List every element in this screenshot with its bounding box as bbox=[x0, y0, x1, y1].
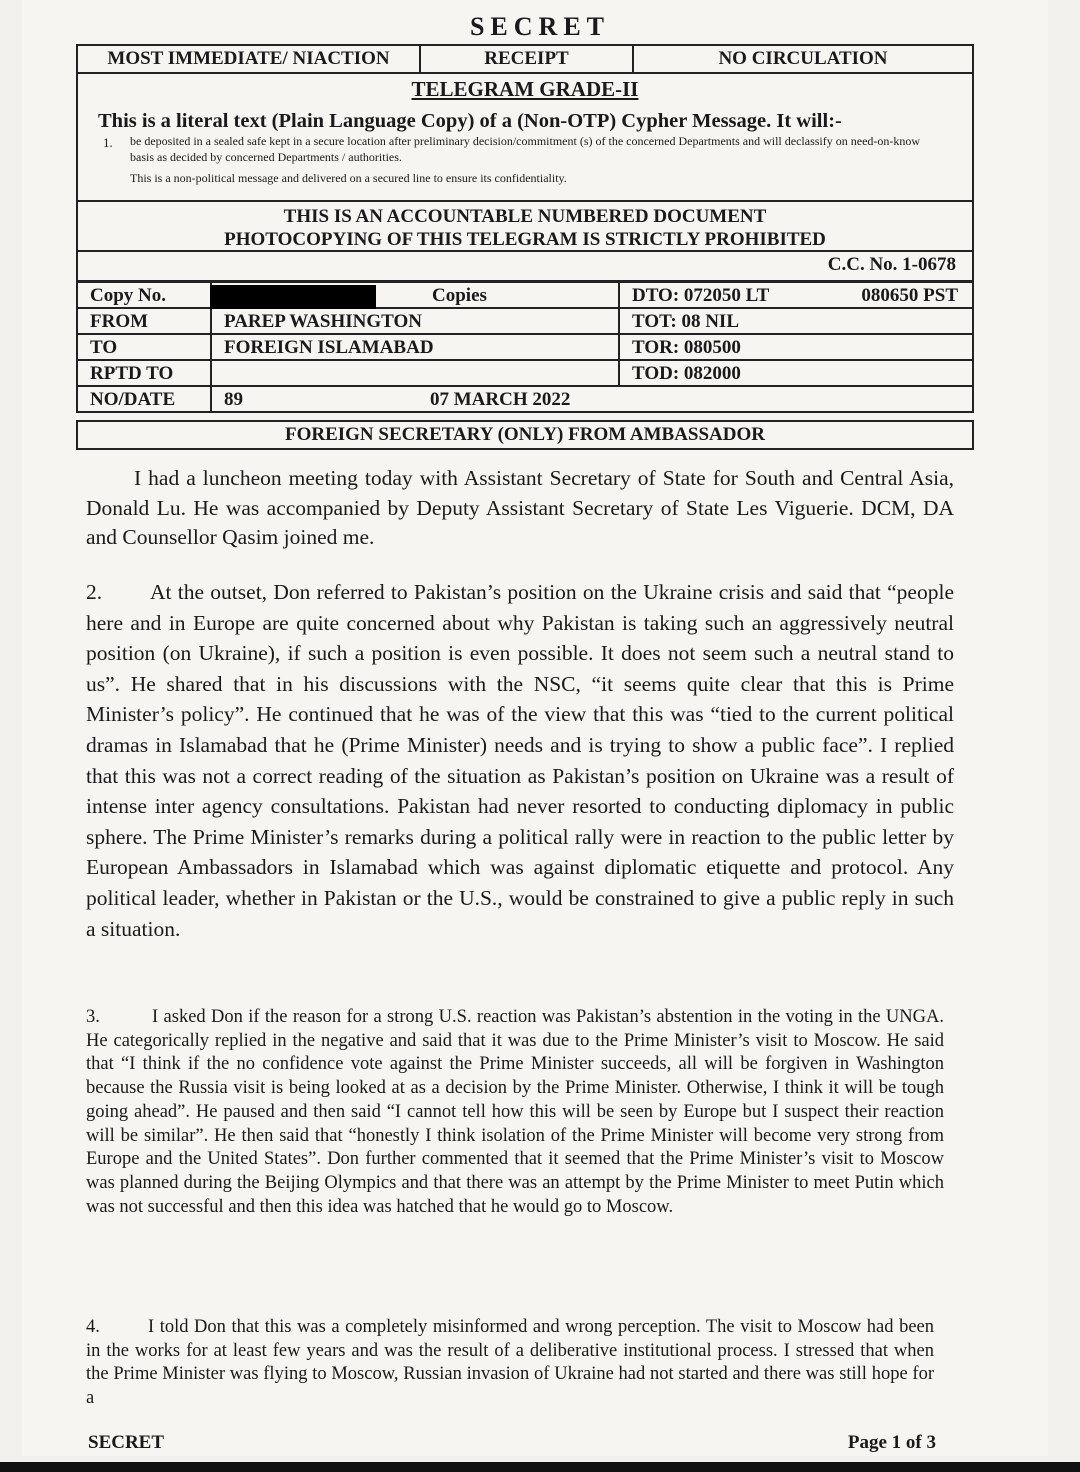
table-row bbox=[77, 360, 973, 386]
dto-cell bbox=[619, 282, 973, 308]
header-row bbox=[76, 44, 974, 74]
rptd-label: RPTD TO bbox=[77, 360, 211, 386]
footer-classification: SECRET bbox=[88, 1432, 165, 1453]
message-date: 07 MARCH 2022 bbox=[430, 389, 571, 410]
copies-label: Copies bbox=[432, 285, 487, 306]
tot-value: TOT: 08 NIL bbox=[619, 308, 973, 334]
pst-value: 080650 PST bbox=[861, 285, 958, 306]
from-label: FROM bbox=[77, 308, 211, 334]
paragraph-4-text: I told Don that this was a completely misinformed and wrong perception. The visit to Moscow had been in the works for at least few years and was the result of a deliberative institutional process. I stressed that when the Prime Minister was flying to Moscow, Russian invasion of Ukraine had not started and there was still hope for a bbox=[86, 1317, 934, 1408]
tod-value: TOD: 082000 bbox=[619, 360, 973, 386]
circulation-cell: NO CIRCULATION bbox=[718, 48, 888, 69]
table-row bbox=[77, 308, 973, 334]
table-row bbox=[77, 282, 973, 308]
paragraph-1 bbox=[86, 464, 954, 553]
message-number: 89 bbox=[224, 388, 243, 410]
telegram-box bbox=[76, 72, 974, 202]
literal-text-line: This is a literal text (Plain Language Copy) of a (Non-OTP) Cypher Message. It will:- bbox=[98, 110, 842, 132]
priority-cell: MOST IMMEDIATE/ NIACTION bbox=[78, 46, 421, 72]
accountable-line-2: PHOTOCOPYING OF THIS TELEGRAM IS STRICTLY PROHIBITED bbox=[224, 229, 826, 250]
paragraph-4-number: 4. bbox=[86, 1317, 100, 1337]
paragraph-3-number: 3. bbox=[86, 1007, 100, 1027]
from-value: PAREP WASHINGTON bbox=[211, 308, 619, 334]
table-row bbox=[77, 386, 973, 412]
classification-header: SECRET bbox=[469, 12, 611, 41]
redaction-bar bbox=[210, 285, 376, 309]
paragraph-3 bbox=[86, 1006, 944, 1219]
table-row bbox=[77, 334, 973, 360]
accountable-line-1: THIS IS AN ACCOUNTABLE NUMBERED DOCUMENT bbox=[283, 206, 767, 227]
note-non-political-text: This is a non-political message and delivered on a secured line to ensure its confidentiality. bbox=[130, 171, 567, 185]
accountable-box bbox=[76, 200, 974, 252]
paragraph-2-text: At the outset, Don referred to Pakistan’s position on the Ukraine crisis and said that “people here and in Europe are quite concerned about why Pakistan is taking such an aggressively neutral position (on Ukraine), if such a position is even possible. It does not seem such a neutral stand to us”. He shared that in his discussions with the NSC, “it seems quite clear that this is Prime Minister’s policy”. He continued that he was of the view that this was “tied to the current political dramas in Islamabad that he (Prime Minister) needs and is trying to show a public face”. I replied that this was not a correct reading of the situation as Pakistan’s position on Ukraine was a result of intense inter agency consultations. Pakistan had never resorted to conducting diplomacy in public sphere. The Prime Minister’s remarks during a political rally were in reaction to the public letter by European Ambassadors in Islamabad which was against diplomatic etiquette and protocol. Any political leader, whether in Pakistan or the U.S., would be constrained to give a public reply in such a situation. bbox=[86, 580, 954, 941]
note-deposit-text: be deposited in a sealed safe kept in a secure location after preliminary decision/commitment (s) of the concerned Departments and will declassify on need-on-know basis as decided by concerned Departments / authorities. bbox=[130, 134, 921, 164]
copy-label: Copy No. bbox=[77, 282, 211, 308]
telegram-meta-table bbox=[76, 281, 974, 413]
to-label: TO bbox=[77, 334, 211, 360]
note-number: 1. bbox=[103, 135, 113, 150]
dto-value: DTO: 072050 LT bbox=[632, 284, 770, 306]
tor-value: TOR: 080500 bbox=[619, 334, 973, 360]
bottom-edge bbox=[0, 1462, 1080, 1472]
page-number: Page 1 of 3 bbox=[847, 1432, 936, 1453]
paragraph-2 bbox=[86, 577, 954, 944]
cc-box bbox=[76, 250, 974, 282]
copy-cell bbox=[211, 282, 619, 308]
paragraph-2-number: 2. bbox=[86, 580, 103, 604]
telegram-grade: TELEGRAM GRADE-II bbox=[411, 77, 639, 101]
paragraph-1-text: I had a luncheon meeting today with Assistant Secretary of State for South and Central Asia, Donald Lu. He was accompanied by Deputy Assistant Secretary of State Les Viguerie. DCM, DA and Counsellor Qasim joined me. bbox=[86, 466, 954, 549]
to-value: FOREIGN ISLAMABAD bbox=[211, 334, 619, 360]
cc-number: C.C. No. 1-0678 bbox=[827, 254, 956, 275]
paragraph-4 bbox=[86, 1316, 934, 1410]
receipt-cell: RECEIPT bbox=[421, 46, 634, 72]
rptd-value bbox=[211, 360, 619, 386]
no-date-label: NO/DATE bbox=[77, 386, 211, 412]
paragraph-3-text: I asked Don if the reason for a strong U.S. reaction was Pakistan’s abstention in the voting in the UNGA. He categorically replied in the negative and said that it was due to the Prime Minister’s visit to Moscow. He said that “I think if the no confidence vote against the Prime Minister succeeds, all will be forgiven in Washington because the Russia visit is being looked at as a decision by the Prime Minister. Otherwise, I think it will be tough going ahead”. He paused and then said “I cannot tell how this will be seen by Europe but I suspect their reaction will be similar”. He then said that “honestly I think isolation of the Prime Minister will become very strong from Europe and the United States”. Don further commented that it seemed that the Prime Minister’s visit to Moscow was planned during the Beijing Olympics and that there was an attempt by the Prime Minister to meet Putin which was not successful and then this idea was hatched that he would go to Moscow. bbox=[86, 1007, 944, 1217]
telegram-note bbox=[103, 133, 932, 186]
no-date-cell bbox=[211, 386, 973, 412]
addressee-line: FOREIGN SECRETARY (ONLY) FROM AMBASSADOR bbox=[76, 420, 974, 450]
